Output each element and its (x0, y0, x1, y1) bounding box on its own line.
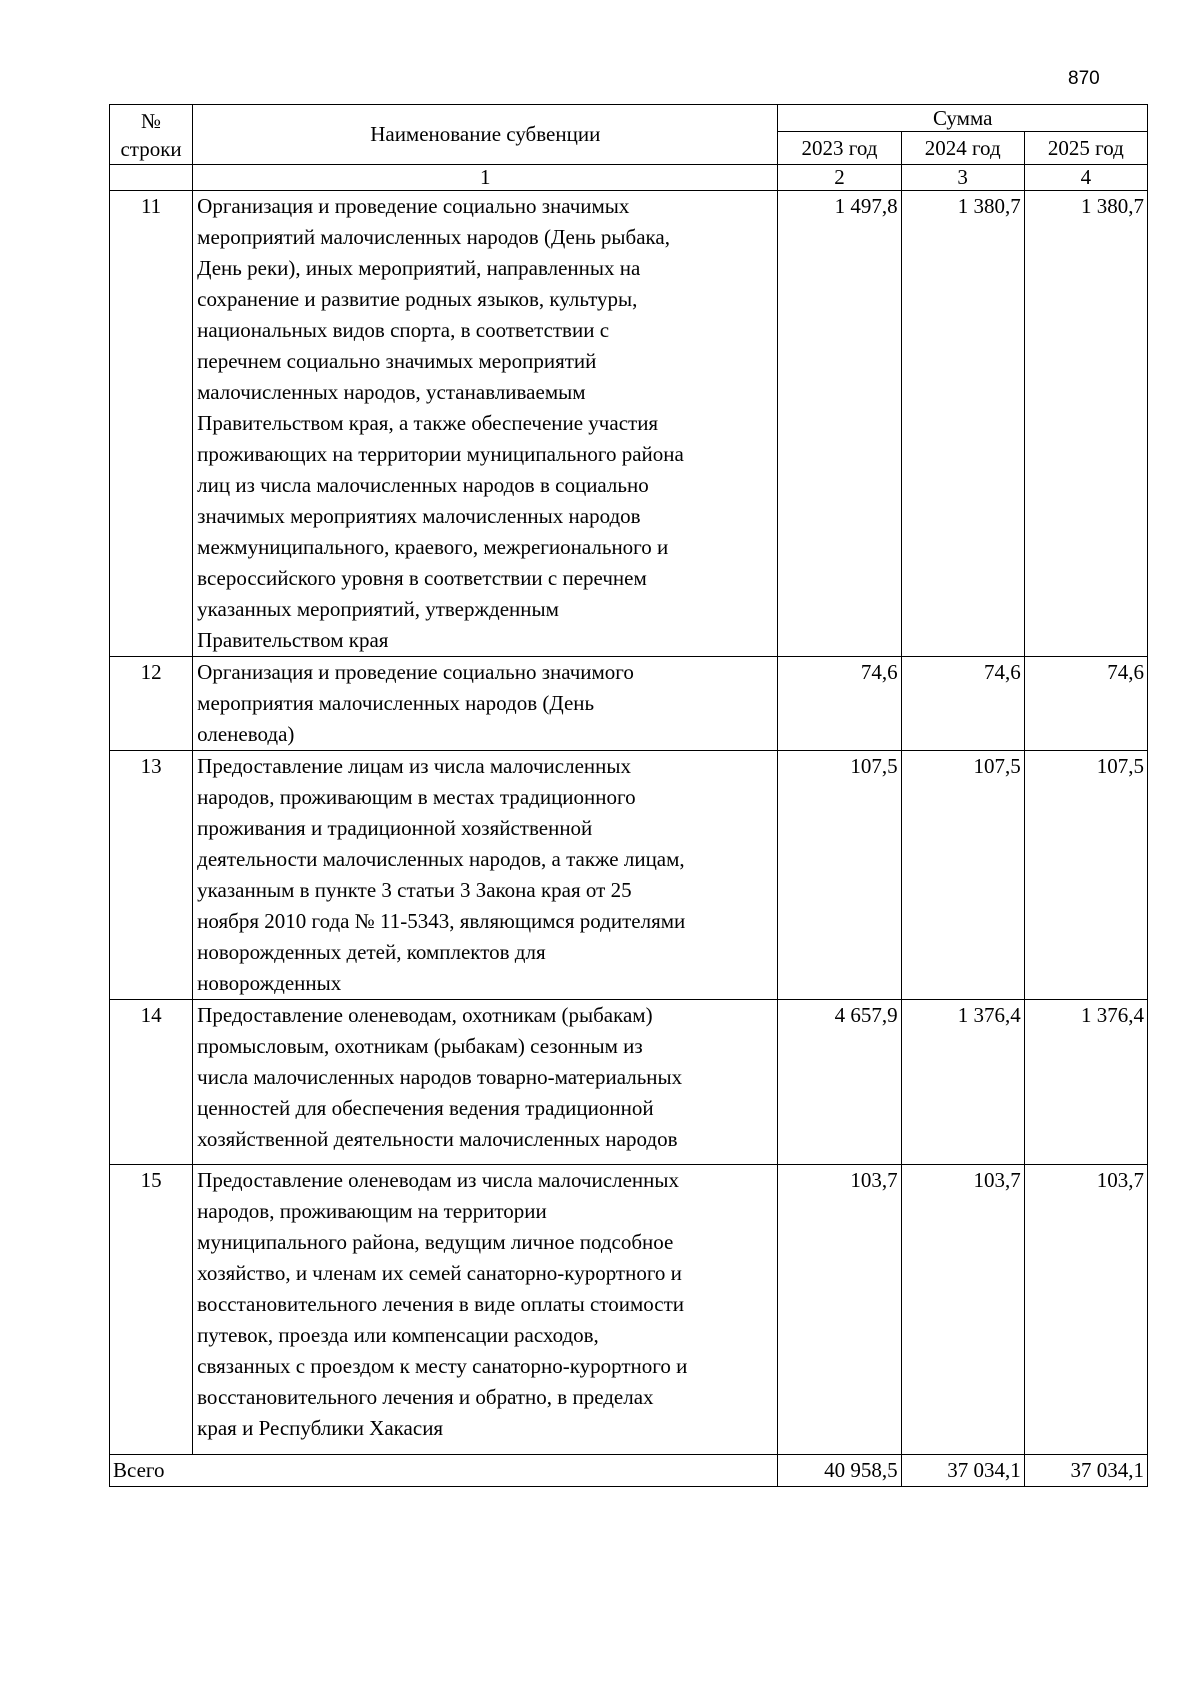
value-2024: 103,7 (901, 1165, 1024, 1455)
name-line: связанных с проездом к месту санаторно-курортного и (197, 1354, 688, 1378)
header-row-main (110, 105, 1148, 132)
subsidy-name (193, 657, 778, 751)
row-number: 12 (110, 657, 193, 751)
page-number: 870 (1068, 68, 1100, 89)
header-column-numbers (110, 165, 1148, 191)
name-line: восстановительного лечения в виде оплаты стоимости (197, 1292, 685, 1316)
name-line: ноября 2010 года № 11-5343, являющимся родителями (197, 909, 686, 933)
header-no-word: строки (120, 136, 182, 161)
name-line: Правительством края (197, 628, 389, 652)
table-row (110, 191, 1148, 657)
name-line: мероприятия малочисленных народов (День (197, 691, 595, 715)
name-line: числа малочисленных народов товарно-материальных (197, 1065, 683, 1089)
name-line: малочисленных народов, устанавливаемым (197, 380, 586, 404)
subsidy-name (193, 1000, 778, 1165)
row-number: 14 (110, 1000, 193, 1165)
header-year-2025: 2025 год (1024, 132, 1147, 165)
table-row (110, 657, 1148, 751)
name-line: ценностей для обеспечения ведения традиционной (197, 1096, 654, 1120)
name-line: новорожденных (197, 971, 342, 995)
name-line: всероссийского уровня в соответствии с перечнем (197, 566, 647, 590)
subsidy-name (193, 751, 778, 1000)
name-line: национальных видов спорта, в соответствии с (197, 318, 610, 342)
row-number: 11 (110, 191, 193, 657)
name-line: Правительством края, а также обеспечение участия (197, 411, 659, 435)
table-row (110, 1165, 1148, 1455)
value-2024: 1 380,7 (901, 191, 1024, 657)
name-line: муниципального района, ведущим личное подсобное (197, 1230, 674, 1254)
name-line: мероприятий малочисленных народов (День рыбака, (197, 225, 670, 249)
value-2023: 107,5 (778, 751, 901, 1000)
subsidy-name (193, 191, 778, 657)
name-line: День реки), иных мероприятий, направленных на (197, 256, 641, 280)
name-line: хозяйство, и членам их семей санаторно-курортного и (197, 1261, 682, 1285)
header-year-2024: 2024 год (901, 132, 1024, 165)
column-number-empty (110, 165, 193, 191)
name-line: межмуниципального, краевого, межрегионального и (197, 535, 669, 559)
name-line: Предоставление оленеводам, охотникам (рыбакам) (197, 1003, 653, 1027)
name-line: края и Республики Хакасия (197, 1416, 444, 1440)
name-line: Организация и проведение социально значимых (197, 194, 630, 218)
name-line: указанным в пункте 3 статьи 3 Закона края от 25 (197, 878, 632, 902)
value-2025: 103,7 (1024, 1165, 1147, 1455)
row-number: 13 (110, 751, 193, 1000)
value-2024: 107,5 (901, 751, 1024, 1000)
name-line: лиц из числа малочисленных народов в социально (197, 473, 649, 497)
value-2025: 107,5 (1024, 751, 1147, 1000)
total-2025: 37 034,1 (1024, 1455, 1147, 1487)
name-line: путевок, проезда или компенсации расходов, (197, 1323, 599, 1347)
column-number-4: 4 (1024, 165, 1147, 191)
value-2023: 74,6 (778, 657, 901, 751)
name-line: указанных мероприятий, утвержденным (197, 597, 559, 621)
row-number: 15 (110, 1165, 193, 1455)
name-line: оленевода) (197, 722, 295, 746)
column-number-2: 2 (778, 165, 901, 191)
name-line: Предоставление оленеводам из числа малочисленных (197, 1168, 679, 1192)
header-sum: Сумма (778, 105, 1148, 132)
value-2023: 1 497,8 (778, 191, 901, 657)
header-subsidy-name: Наименование субвенции (193, 105, 778, 165)
value-2023: 4 657,9 (778, 1000, 901, 1165)
name-line: новорожденных детей, комплектов для (197, 940, 546, 964)
value-2023: 103,7 (778, 1165, 901, 1455)
name-line: значимых мероприятиях малочисленных народов (197, 504, 641, 528)
name-line: восстановительного лечения и обратно, в пределах (197, 1385, 654, 1409)
total-2023: 40 958,5 (778, 1455, 901, 1487)
total-row (110, 1455, 1148, 1487)
header-year-2023: 2023 год (778, 132, 901, 165)
header-no-sign: № (141, 108, 162, 133)
table-row (110, 751, 1148, 1000)
name-line: сохранение и развитие родных языков, культуры, (197, 287, 638, 311)
value-2025: 74,6 (1024, 657, 1147, 751)
value-2025: 1 376,4 (1024, 1000, 1147, 1165)
name-line: перечнем социально значимых мероприятий (197, 349, 597, 373)
total-label: Всего (110, 1455, 778, 1487)
subsidy-name (193, 1165, 778, 1455)
value-2024: 1 376,4 (901, 1000, 1024, 1165)
table-row (110, 1000, 1148, 1165)
name-line: промысловым, охотникам (рыбакам) сезонным из (197, 1034, 643, 1058)
subsidy-table (109, 104, 1148, 1487)
value-2025: 1 380,7 (1024, 191, 1147, 657)
column-number-1: 1 (193, 165, 778, 191)
name-line: проживания и традиционной хозяйственной (197, 816, 593, 840)
total-2024: 37 034,1 (901, 1455, 1024, 1487)
column-number-3: 3 (901, 165, 1024, 191)
name-line: народов, проживающим в местах традиционного (197, 785, 636, 809)
name-line: деятельности малочисленных народов, а также лицам, (197, 847, 685, 871)
header-row-number (110, 105, 193, 165)
name-line: хозяйственной деятельности малочисленных народов (197, 1127, 678, 1151)
name-line: Организация и проведение социально значимого (197, 660, 634, 684)
name-line: народов, проживающим на территории (197, 1199, 547, 1223)
name-line: проживающих на территории муниципального района (197, 442, 684, 466)
value-2024: 74,6 (901, 657, 1024, 751)
name-line: Предоставление лицам из числа малочисленных (197, 754, 631, 778)
